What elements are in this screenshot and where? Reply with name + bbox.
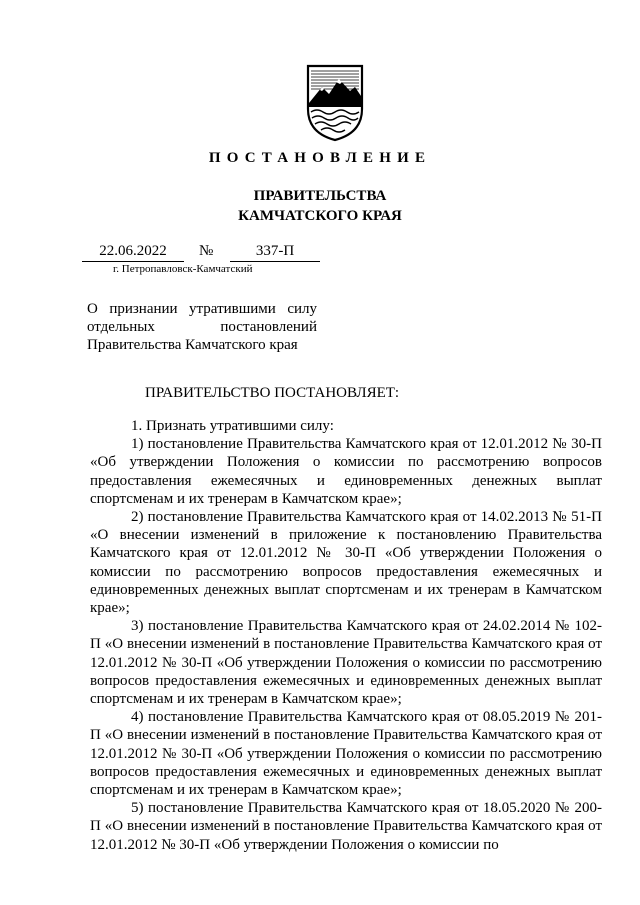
subject-line-2: отдельных постановлений (87, 319, 317, 335)
paragraph-item-4: 4) постановление Правительства Камчатского края от 08.05.2019 № 201-П «О внесении изменений в постановление Правительства Камчатского края от 12.01.2012 № 30-П «Об утверждении Положения о комиссии по рассмотрению вопросов предоставления ежемесячных и единовременных денежных выплат спортсменам и их тренерам в Камчатском крае»; (90, 709, 602, 799)
issue-city: г. Петропавловск-Камчатский (113, 263, 253, 275)
document-date: 22.06.2022 (99, 243, 167, 259)
number-sign: № (199, 243, 214, 259)
subject-line-3: Правительства Камчатского края (87, 337, 298, 353)
number-underline (230, 261, 320, 262)
document-body (90, 417, 602, 854)
paragraph-item-3: 3) постановление Правительства Камчатского края от 24.02.2014 № 102-П «О внесении изменений в постановление Правительства Камчатского края от 12.01.2012 № 30-П «Об утверждении Положения о комиссии по рассмотрению вопросов предоставления ежемесячных и единовременных денежных выплат спортсменам и их тренерам в Камчатском крае»; (90, 618, 602, 708)
paragraph-item-1: 1) постановление Правительства Камчатского края от 12.01.2012 № 30-П «Об утверждении Положения о комиссии по рассмотрению вопросов предоставления ежемесячных и единовременных денежных выплат спортсменам и их тренерам в Камчатском крае»; (90, 436, 602, 507)
issuer-name (0, 186, 640, 226)
document-number: 337-П (255, 243, 295, 259)
coat-of-arms-icon (303, 63, 367, 143)
paragraph-1: 1. Признать утратившими силу: (131, 418, 334, 434)
decree-formula: ПРАВИТЕЛЬСТВО ПОСТАНОВЛЯЕТ: (145, 385, 400, 401)
document-title: ПОСТАНОВЛЕНИЕ (208, 150, 432, 166)
date-underline (82, 261, 184, 262)
paragraph-item-5: 5) постановление Правительства Камчатского края от 18.05.2020 № 200-П «О внесении изменений в постановление Правительства Камчатского края от 12.01.2012 № 30-П «Об утверждении Положения о комиссии по (90, 800, 602, 853)
issuer-line-2: КАМЧАТСКОГО КРАЯ (238, 208, 402, 224)
paragraph-item-2: 2) постановление Правительства Камчатского края от 14.02.2013 № 51-П «О внесении изменений в приложение к постановлению Правительства Камчатского края от 12.01.2012 № 30-П «Об утверждении Положения о комиссии по рассмотрению вопросов предоставления ежемесячных и единовременных денежных выплат спортсменам и их тренерам в Камчатском крае»; (90, 509, 602, 617)
subject-line-1: О признании утратившими силу (87, 301, 317, 317)
issuer-line-1: ПРАВИТЕЛЬСТВА (253, 188, 387, 204)
document-subject (87, 300, 317, 354)
